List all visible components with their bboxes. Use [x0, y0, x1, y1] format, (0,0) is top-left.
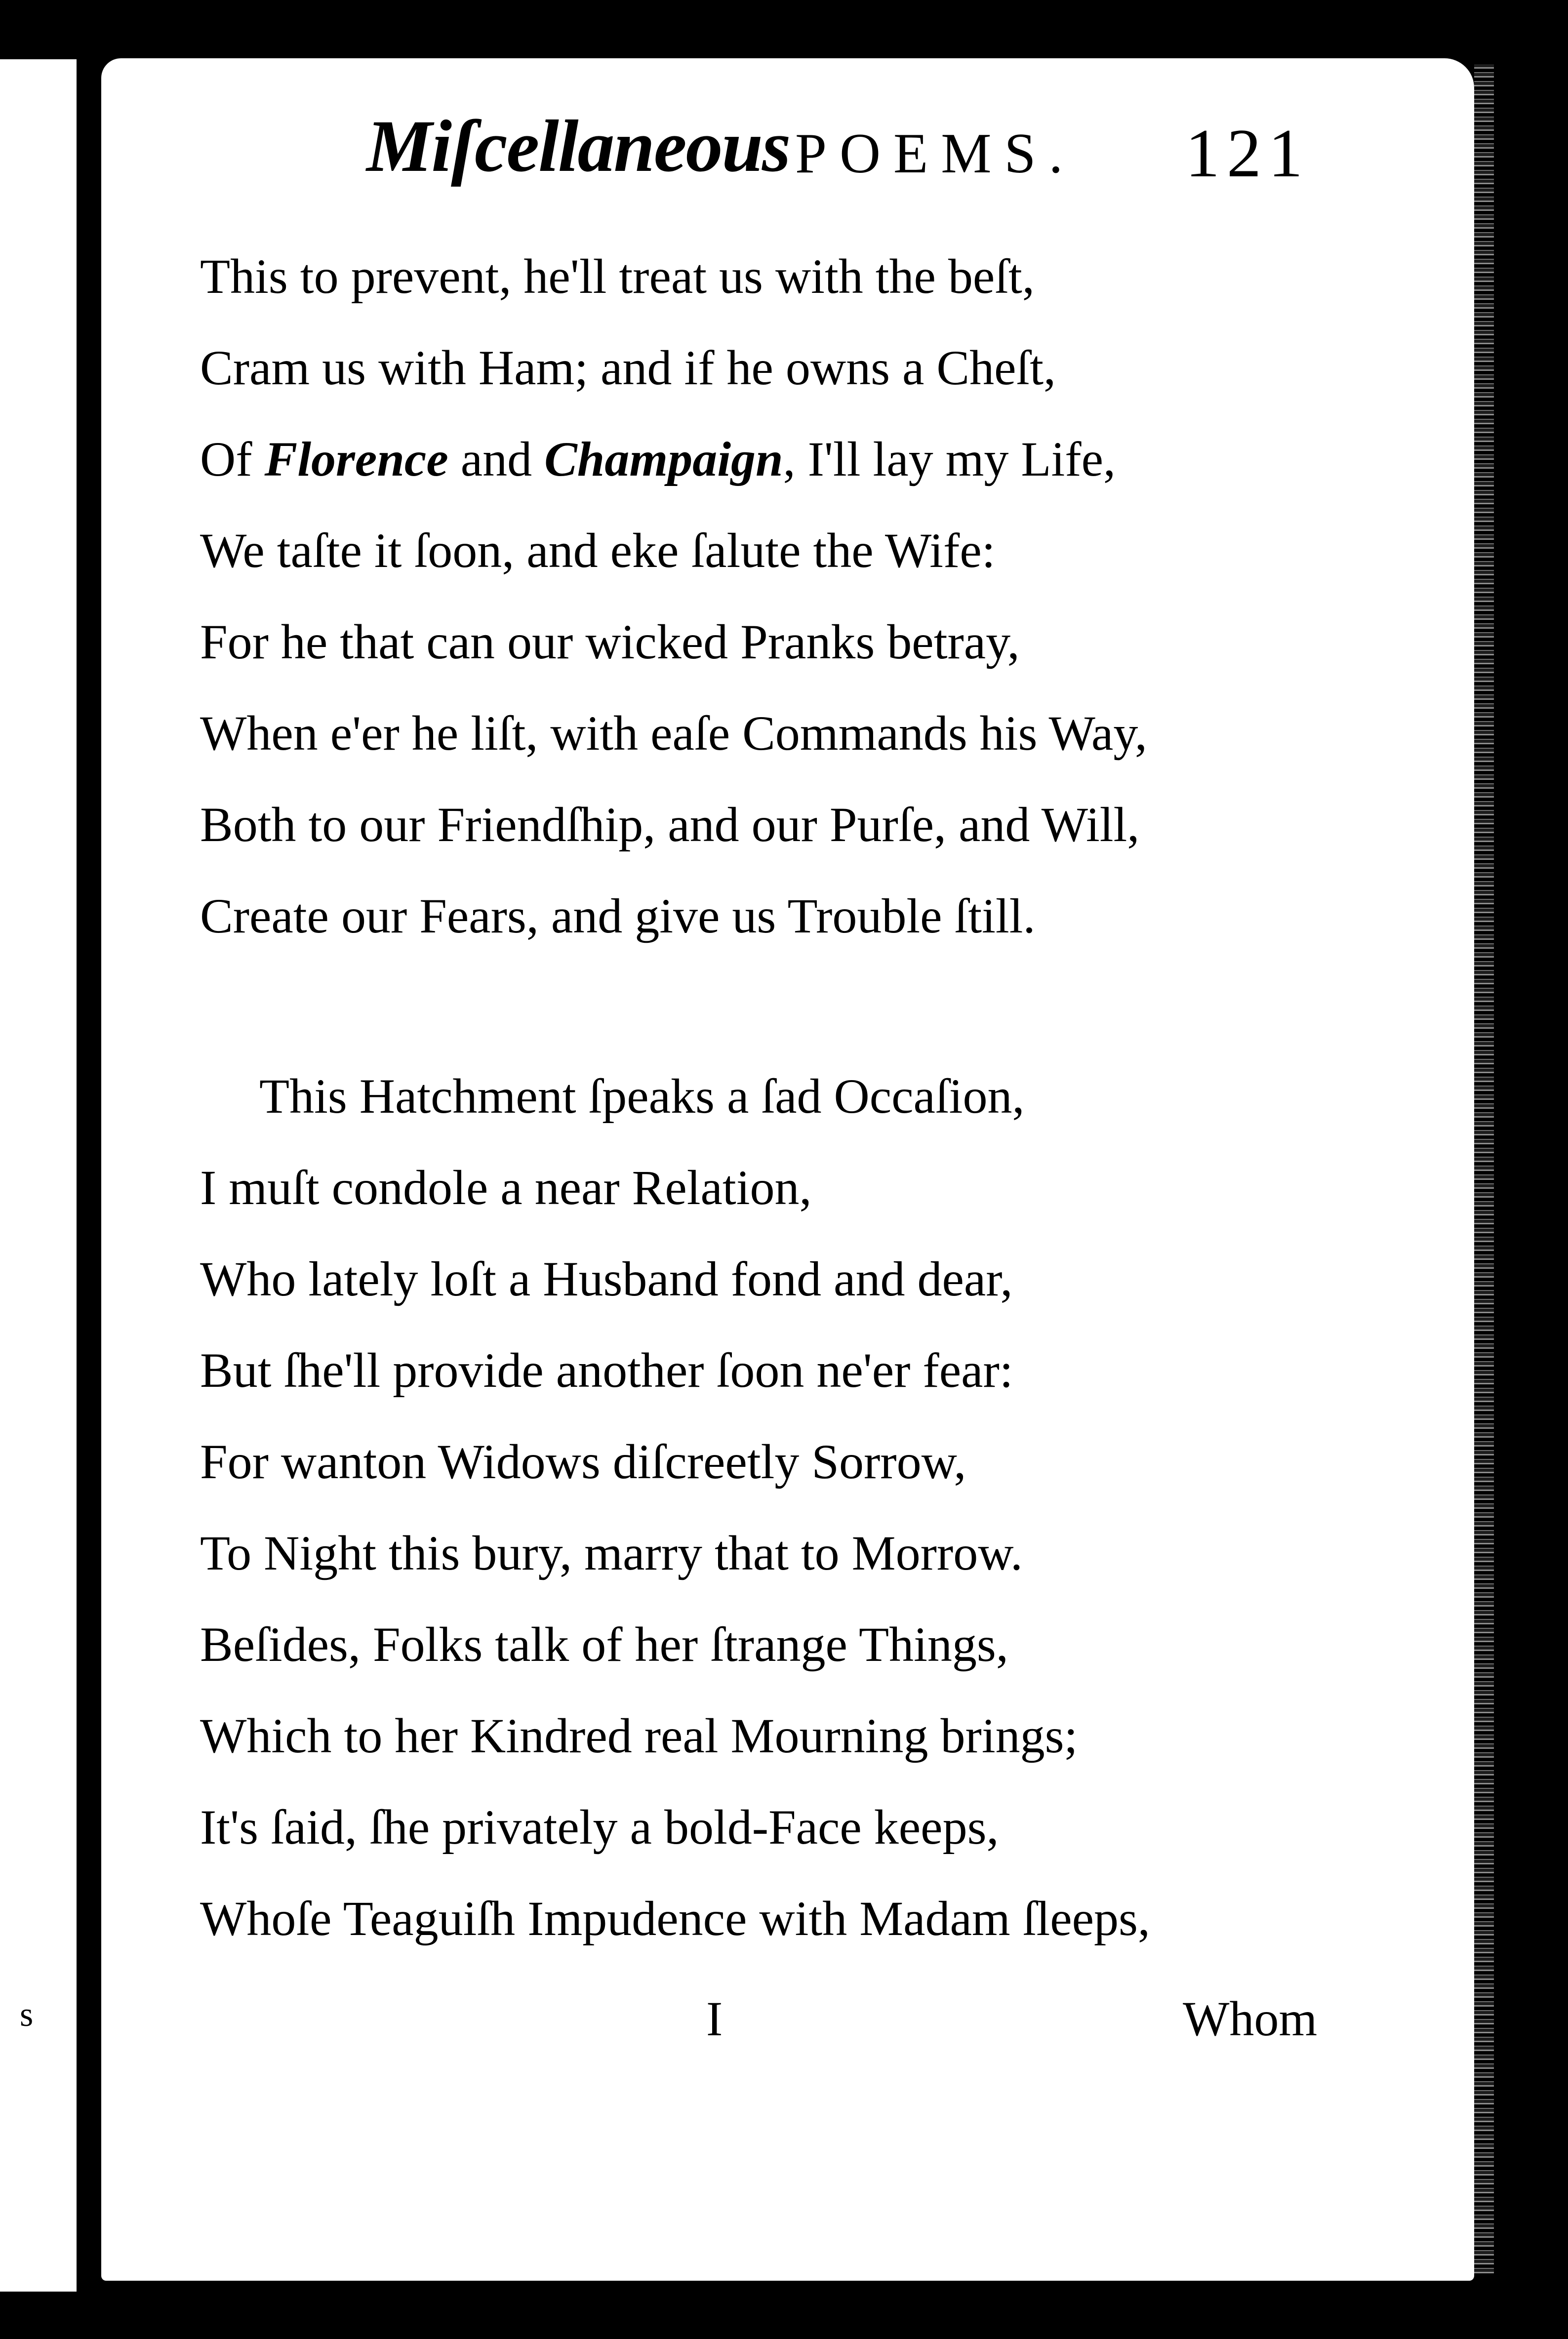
italic-wine-name: Champaign [544, 432, 783, 486]
catchword: Whom [1183, 1991, 1318, 2046]
verse-line: Both to our Friendſhip, and our Purſe, and Will, [200, 797, 1140, 852]
running-title-italic: Miſcellaneous [366, 105, 790, 187]
verse-line: This to prevent, he'll treat us with the beſt, [200, 249, 1035, 304]
verse-line: It's ſaid, ſhe privately a bold-Face keeps, [200, 1800, 999, 1855]
running-title-caps: POEMS. [795, 122, 1076, 185]
page-number: 121 [1185, 115, 1310, 192]
italic-place-name: Florence [264, 432, 448, 486]
page-edge-shadow [1474, 64, 1494, 2277]
verse-line: Beſides, Folks talk of her ſtrange Things, [200, 1617, 1008, 1672]
verse-line: Whoſe Teaguiſh Impudence with Madam ſleeps, [200, 1891, 1150, 1946]
verse-line: We taſte it ſoon, and eke ſalute the Wife: [200, 523, 996, 578]
verse-line: Cram us with Ham; and if he owns a Cheſt, [200, 340, 1056, 395]
facing-page-fragment: s [20, 1996, 34, 2034]
verse-line: But ſhe'll provide another ſoon ne'er fear: [200, 1343, 1013, 1398]
verse-line: I muſt condole a near Relation, [200, 1160, 812, 1215]
verse-line: For he that can our wicked Pranks betray, [200, 614, 1020, 669]
verse-line: Who lately loſt a Husband fond and dear, [200, 1251, 1013, 1306]
verse-line: Create our Fears, and give us Trouble ſtill. [200, 888, 1036, 943]
verse-line: This Hatchment ſpeaks a ſad Occaſion, [259, 1069, 1025, 1124]
verse-line: Which to her Kindred real Mourning brings; [200, 1708, 1078, 1763]
verse-line: To Night this bury, marry that to Morrow. [200, 1526, 1023, 1580]
signature-mark: I [706, 1991, 723, 2046]
verse-line: Of Florence and Champaign, I'll lay my Life, [200, 432, 1116, 486]
facing-page-edge [0, 59, 77, 2292]
verse-line: When e'er he liſt, with eaſe Commands his Way, [200, 706, 1147, 761]
verse-line: For wanton Widows diſcreetly Sorrow, [200, 1434, 966, 1489]
